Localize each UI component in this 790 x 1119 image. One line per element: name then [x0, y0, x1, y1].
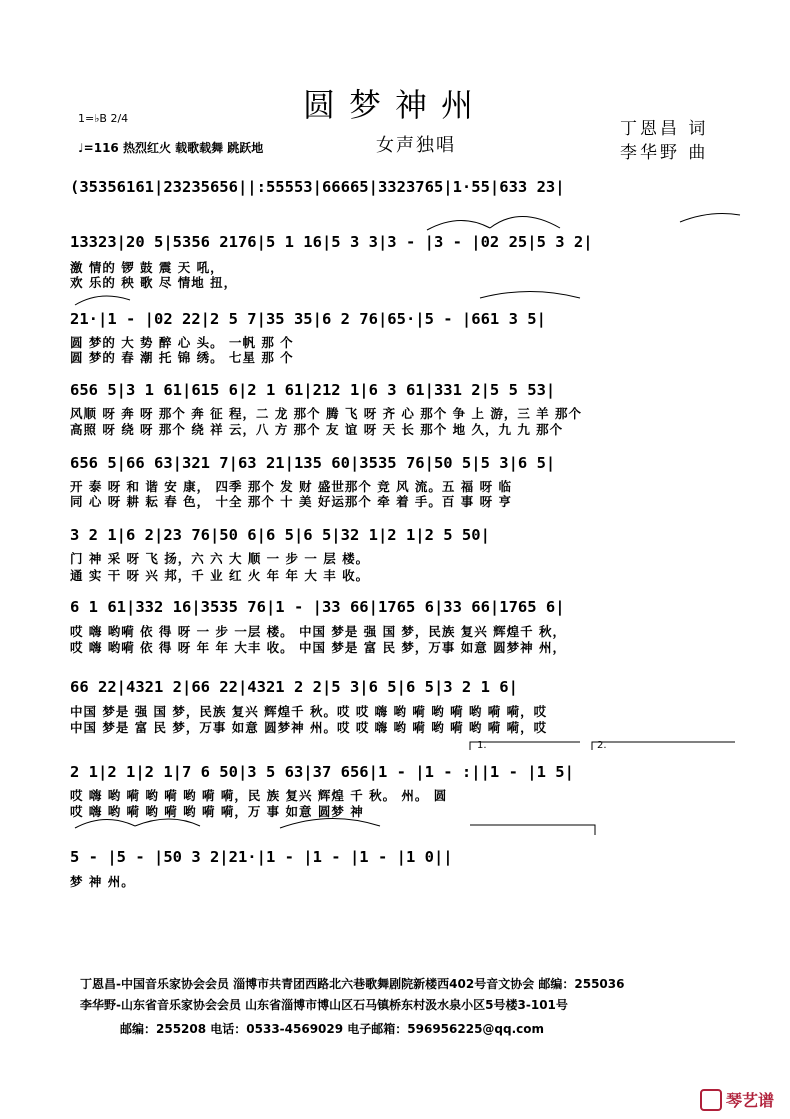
score-line-4: 656 5|3 1 61|615 6|2 1 61|212 1|6 3 61|331 2|5 5 53| — [70, 381, 556, 399]
score-line-5: 656 5|66 63|321 7|63 21|135 60|3535 76|50 5|5 3|6 5| — [70, 454, 556, 472]
lyric-line-5a: 开 泰 呀 和 谐 安 康， 四季 那个 发 财 盛世那个 竞 风 流。五 福 呀 临 — [70, 479, 512, 494]
lyric-line-4b: 高照 呀 绕 呀 那个 绕 祥 云，八 方 那个 友 谊 呀 天 长 那个 地 久，九 九 那个 — [70, 422, 564, 437]
logo-icon — [700, 1089, 722, 1111]
lyric-line-9a: 哎 嗨 哟 嗬 哟 嗬 哟 嗬 嗬，民 族 复兴 辉煌 千 秋。 州。 圆 — [70, 788, 448, 803]
score-line-10: 5 - |5 - |50 3 2|21·|1 - |1 - |1 - |1 0|| — [70, 848, 453, 866]
key-signature: 1=♭B 2/4 — [78, 112, 129, 125]
composer-credit: 李华野 曲 — [620, 143, 709, 163]
score-line-8: 66 22|4321 2|66 22|4321 2 2|5 3|6 5|6 5|3 2 1 6| — [70, 678, 518, 696]
lyric-line-6b: 通 实 干 呀 兴 邦，千 业 红 火 年 年 大 丰 收。 — [70, 568, 370, 583]
second-ending-mark: 2. — [597, 740, 607, 751]
footer-line-3: 邮编：255208 电话：0533-4569029 电子邮箱：596956225@qq.com — [120, 1022, 545, 1036]
score-line-9: 2 1|2 1|2 1|7 6 50|3 5 63|37 656|1 - |1 - :||1 - |1 5| — [70, 763, 574, 781]
lyric-line-8b: 中国 梦是 富 民 梦，万事 如意 圆梦神 州。哎 哎 嗨 哟 嗬 哟 嗬 哟 嗬 嗬，哎 — [70, 720, 548, 735]
lyric-line-6a: 门 神 采 呀 飞 扬，六 六 大 顺 一 步 一 层 楼。 — [70, 551, 370, 566]
lyric-line-4a: 风顺 呀 奔 呀 那个 奔 征 程，二 龙 那个 腾 飞 呀 齐 心 那个 争 上 游，三 羊 那个 — [70, 406, 583, 421]
song-subtitle: 女声独唱 — [376, 135, 456, 156]
lyric-line-7b: 哎 嗨 哟嗬 依 得 呀 年 年 大丰 收。 中国 梦是 富 民 梦，万事 如意 圆梦神 州， — [70, 640, 566, 655]
score-line-6: 3 2 1|6 2|23 76|50 6|6 5|6 5|32 1|2 1|2 5 50| — [70, 526, 490, 544]
score-line-7: 6 1 61|332 16|3535 76|1 - |33 66|1765 6|33 66|1765 6| — [70, 598, 565, 616]
score-line-3: 21·|1 - |02 22|2 5 7|35 35|6 2 76|65·|5 - |661 3 5| — [70, 310, 546, 328]
tempo-marking: ♩=116 热烈红火 载歌载舞 跳跃地 — [78, 141, 264, 155]
footer-line-2: 李华野-山东省音乐家协会会员 山东省淄博市博山区石马镇桥东村汲水泉小区5号楼3-101号 — [80, 998, 568, 1012]
logo-text: 琴艺谱 — [726, 1091, 775, 1110]
lyric-line-10: 梦 神 州。 — [70, 874, 135, 889]
lyric-line-3a: 圆 梦的 大 势 醉 心 头。 一帆 那 个 — [70, 335, 294, 350]
lyric-line-5b: 同 心 呀 耕 耘 春 色， 十全 那个 十 美 好运那个 牵 着 手。百 事 呀 亨 — [70, 494, 512, 509]
score-line-2: 13323|20 5|5356 2176|5 1 16|5 3 3|3 - |3 - |02 25|5 3 2| — [70, 233, 593, 251]
lyricist-credit: 丁恩昌 词 — [620, 119, 709, 139]
first-ending-mark: 1. — [477, 740, 487, 751]
song-title: 圆梦神州 — [302, 86, 487, 124]
site-logo — [700, 1088, 774, 1113]
score-line-1: (35356161|23235656||:55553|66665|3323765|1·55|633 23| — [70, 178, 565, 196]
lyric-line-2b: 欢 乐的 秧 歌 尽 情地 扭， — [70, 275, 238, 290]
lyric-line-7a: 哎 嗨 哟嗬 依 得 呀 一 步 一层 楼。 中国 梦是 强 国 梦，民族 复兴 辉煌千 秋， — [70, 624, 566, 639]
lyric-line-3b: 圆 梦的 春 潮 托 锦 绣。 七星 那 个 — [70, 350, 294, 365]
footer-line-1: 丁恩昌-中国音乐家协会会员 淄博市共青团西路北六巷歌舞剧院新楼西402号音文协会 邮编：255036 — [80, 977, 625, 991]
lyric-line-2a: 激 情的 锣 鼓 震 天 吼， — [70, 260, 224, 275]
lyric-line-8a: 中国 梦是 强 国 梦，民族 复兴 辉煌千 秋。哎 哎 嗨 哟 嗬 哟 嗬 哟 嗬 嗬，哎 — [70, 704, 548, 719]
lyric-line-9b: 哎 嗨 哟 嗬 哟 嗬 哟 嗬 嗬，万 事 如意 圆梦 神 — [70, 804, 364, 819]
